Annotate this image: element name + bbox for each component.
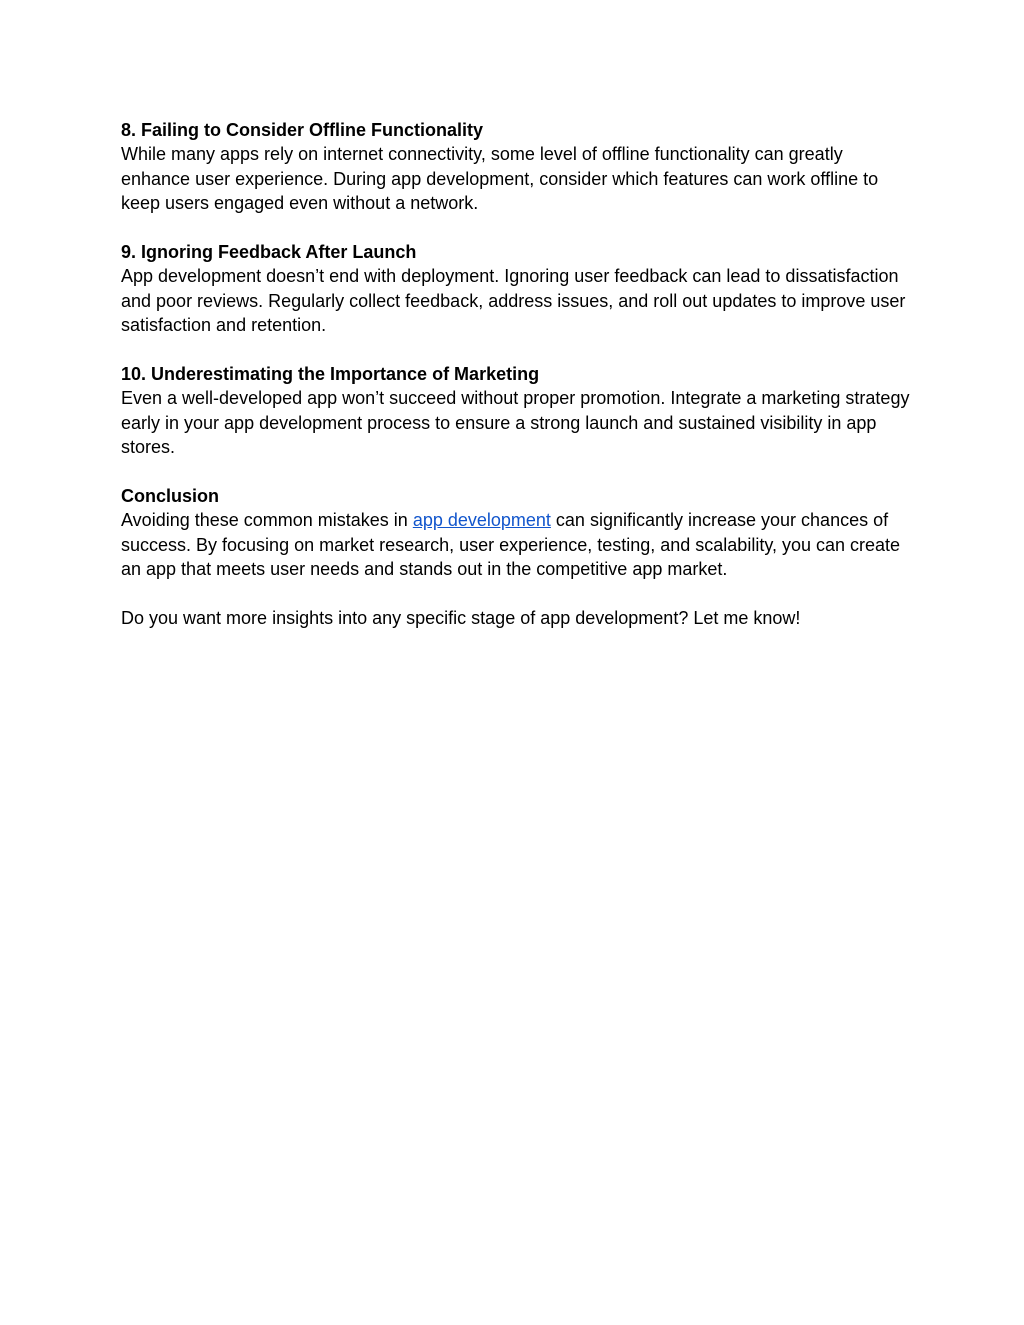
section-offline-functionality xyxy=(121,118,911,216)
conclusion-text-after-link: can significantly increase your chances of success. By focusing on market research, user experience, testing, and scalability, you can create an app that meets user needs and stands out in the competitive app market. xyxy=(121,510,901,580)
section-heading: 8. Failing to Consider Offline Functionality xyxy=(121,120,484,140)
conclusion-heading: Conclusion xyxy=(121,486,219,507)
section-heading: 9. Ignoring Feedback After Launch xyxy=(121,242,417,263)
section-heading: 10. Underestimating the Importance of Marketing xyxy=(121,364,540,385)
document-page xyxy=(121,118,911,655)
section-body: App development doesn’t end with deployment. Ignoring user feedback can lead to dissatisfaction and poor reviews. Regularly collect feedback, address issues, and roll out updates to improve user satisfaction and retention. xyxy=(121,266,906,336)
section-body: Even a well-developed app won’t succeed without proper promotion. Integrate a marketing strategy early in your app development process to ensure a strong launch and sustained visibility in app stores. xyxy=(121,388,910,458)
conclusion-text-before-link: Avoiding these common mistakes in xyxy=(121,510,413,531)
app-development-link[interactable]: app development xyxy=(412,510,551,531)
section-closing xyxy=(121,606,911,630)
conclusion-body xyxy=(121,508,911,581)
section-marketing xyxy=(121,362,911,460)
closing-text: Do you want more insights into any specific stage of app development? Let me know! xyxy=(121,608,801,629)
section-body: While many apps rely on internet connectivity, some level of offline functionality can greatly enhance user experience. During app development, consider which features can work offline to keep users engaged even without a network. xyxy=(121,144,879,214)
section-conclusion xyxy=(121,484,911,582)
section-feedback-after-launch xyxy=(121,240,911,338)
